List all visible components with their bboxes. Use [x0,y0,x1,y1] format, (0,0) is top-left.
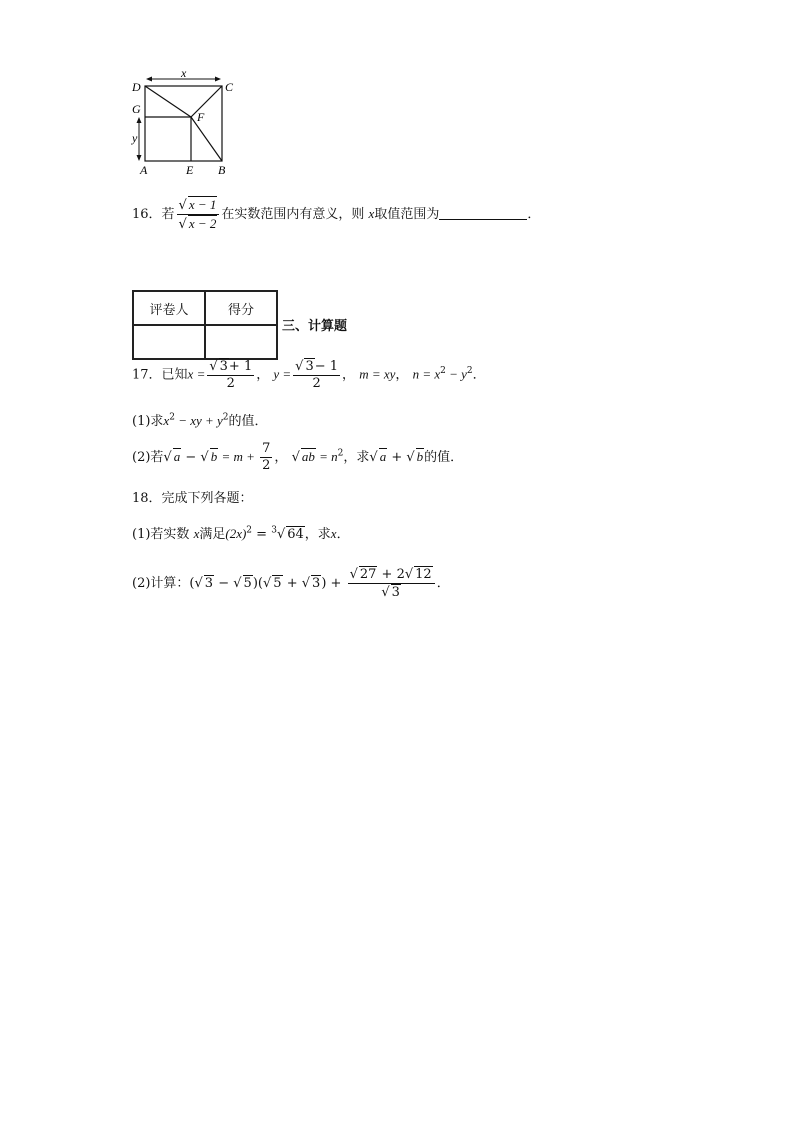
q17-y-eq: y = [273,366,292,382]
q16-num-radicand: x − 1 [188,197,217,212]
q18-p1-var: x [193,526,200,541]
q18-p1-eq: = [252,527,272,542]
q17-sep3: ， [395,367,409,383]
q17-n-mid: − y [445,366,467,382]
q17-n-eq: n = x [412,366,441,382]
q17-p2-b2: b [416,449,424,464]
arrowhead-bottom [137,155,142,161]
q17-p2-den: 2 [262,458,271,473]
label-d: D [132,80,141,94]
q18-p2-r27: 27 [359,567,377,582]
q17-p2-a: a [173,449,181,464]
q18-p2-end: ． [436,576,450,591]
q17-m-eq: m = xy [359,366,396,382]
q18-p1-mid2: ，求 [304,527,331,542]
q17-p2-minus: − [181,450,201,465]
q17-end: ． [472,367,486,383]
question-17: 17．已知x = $\frac{√ 3+ 1}{2}$ ， y = $\frac{√ 3- 1}{2}$ ， m = xy， $n = x^2 - y^2$． [132,359,486,391]
label-f: F [197,110,205,124]
q18-p1-root-index: 3 [271,525,277,536]
label-a: A [140,163,148,177]
q18-p2-frac: $\frac{√ 27 + 2√ 12}{√ 3}$ [348,566,435,601]
q18-intro: 18．完成下列各题： [132,491,253,506]
question-18-part-2: (2)计算：(√ 3 − √ 5)(√ 5 + √ 3) + $\frac{√ 27 + 2√ 12}{√ 3}$ ． [132,567,450,600]
label-b: B [218,163,226,177]
label-c: C [225,80,234,94]
q18-p2-r3: 3 [204,576,214,591]
question-17-part-1: (1)求$x^2$ − xy + $y^2$的值． [132,412,268,429]
q18-p2-r12: 12 [415,567,432,582]
arrowhead-top [137,117,142,123]
q18-p1-prefix: (1)若实数 [132,527,190,542]
q17-p2-plus: + [387,450,407,465]
q17-y-tail: − 1 [314,359,339,374]
q18-p2-r5b: 5 [273,576,282,591]
q17-x-tail: + 1 [228,359,253,374]
q16-text: 在实数范围内有意义，则 [221,207,365,222]
q16-var: x [368,206,375,221]
q17-y-frac: $\frac{√ 3- 1}{2}$ [295,359,339,391]
q17-x-frac: $\frac{√ 3+ 1}{2}$ [209,359,253,391]
question-17-part-2: (2)若√ a − √ b = m + $\frac{7}{2}$ ， √ ab = $n^2$，求√ a + √ b的值． [132,441,464,473]
geometry-figure [128,66,243,182]
q17-sep1: ， [256,367,270,383]
q18-p2-plus: + [282,576,302,591]
label-e: E [186,163,194,177]
q17-p2-comma: ， [274,450,288,465]
answer-blank[interactable] [439,219,527,220]
q17-p2-eq: = m + [218,449,259,464]
q16-text2: 取值范围为 [374,207,440,222]
q17-p2-mid: ，求 [343,450,370,465]
q17-p1-suffix: 的值． [228,414,268,429]
q17-p2-a2: a [379,449,387,464]
q18-p2-r5: 5 [243,576,252,591]
q16-end: ． [527,207,541,222]
q18-p1-var2: x [330,526,337,541]
q18-p1-radicand: 64 [287,527,304,542]
score-header-grader: 评卷人 [133,291,205,325]
q17-p1-prefix: (1)求 [132,414,164,429]
segment-fb [191,117,222,161]
q17-p2-eq2: = n [315,449,338,464]
q17-p2-suffix: 的值． [424,450,464,465]
score-table [132,290,278,360]
q17-p1-x: x [163,413,170,428]
score-cell-grader[interactable] [133,325,205,359]
q17-sep2: ， [342,367,356,383]
q18-p2-r3b: 3 [312,576,321,591]
q18-p2-den-r3: 3 [391,585,400,600]
label-g: G [132,102,141,116]
arrowhead-right [215,77,221,82]
q17-y-den: 2 [312,376,321,391]
q18-p2-num-mid: + 2 [377,567,405,582]
score-header-score: 得分 [205,291,277,325]
q18-p1-expr: (2x) [225,526,247,541]
question-18-part-1: (1)若实数 x满足$(2x)^2 = ^3√$ 64，求x． [132,525,350,542]
label-x: x [181,66,187,80]
question-16 [132,196,540,233]
score-cell-score[interactable] [205,325,277,359]
q18-p1-end: ． [336,527,350,542]
q17-p2-frac [260,441,272,474]
q18-p1-mid: 满足 [199,527,226,542]
q16-number: 16．若 [132,207,175,222]
q17-x-eq: x = [187,366,206,382]
q18-p2-minus: − [214,576,234,591]
q17-p2-prefix: (2)若 [132,450,164,465]
q17-p2-num: 7 [262,441,271,456]
segment-cf [191,86,222,117]
label-y: y [132,131,138,145]
q17-p2-b: b [210,449,218,464]
arrowhead-left [146,77,152,82]
q17-p1-rest: − xy + y [174,413,223,428]
q18-p2-prefix: (2)计算： [132,576,190,591]
q16-den-radicand: x − 2 [188,216,217,231]
segment-df [145,86,191,117]
q18-p2-plus2: + [326,576,346,591]
q17-intro: 17．已知 [132,367,188,383]
q17-y-radicand: 3 [305,359,314,374]
q17-x-den: 2 [226,376,235,391]
q17-x-radicand: 3 [219,359,228,374]
q16-fraction: $\frac{√ x - 1}{√ x - 2}$ [177,196,220,233]
question-18 [132,487,253,506]
section-title: 三、计算题 [282,319,348,334]
q17-p2-ab: ab [301,449,315,464]
